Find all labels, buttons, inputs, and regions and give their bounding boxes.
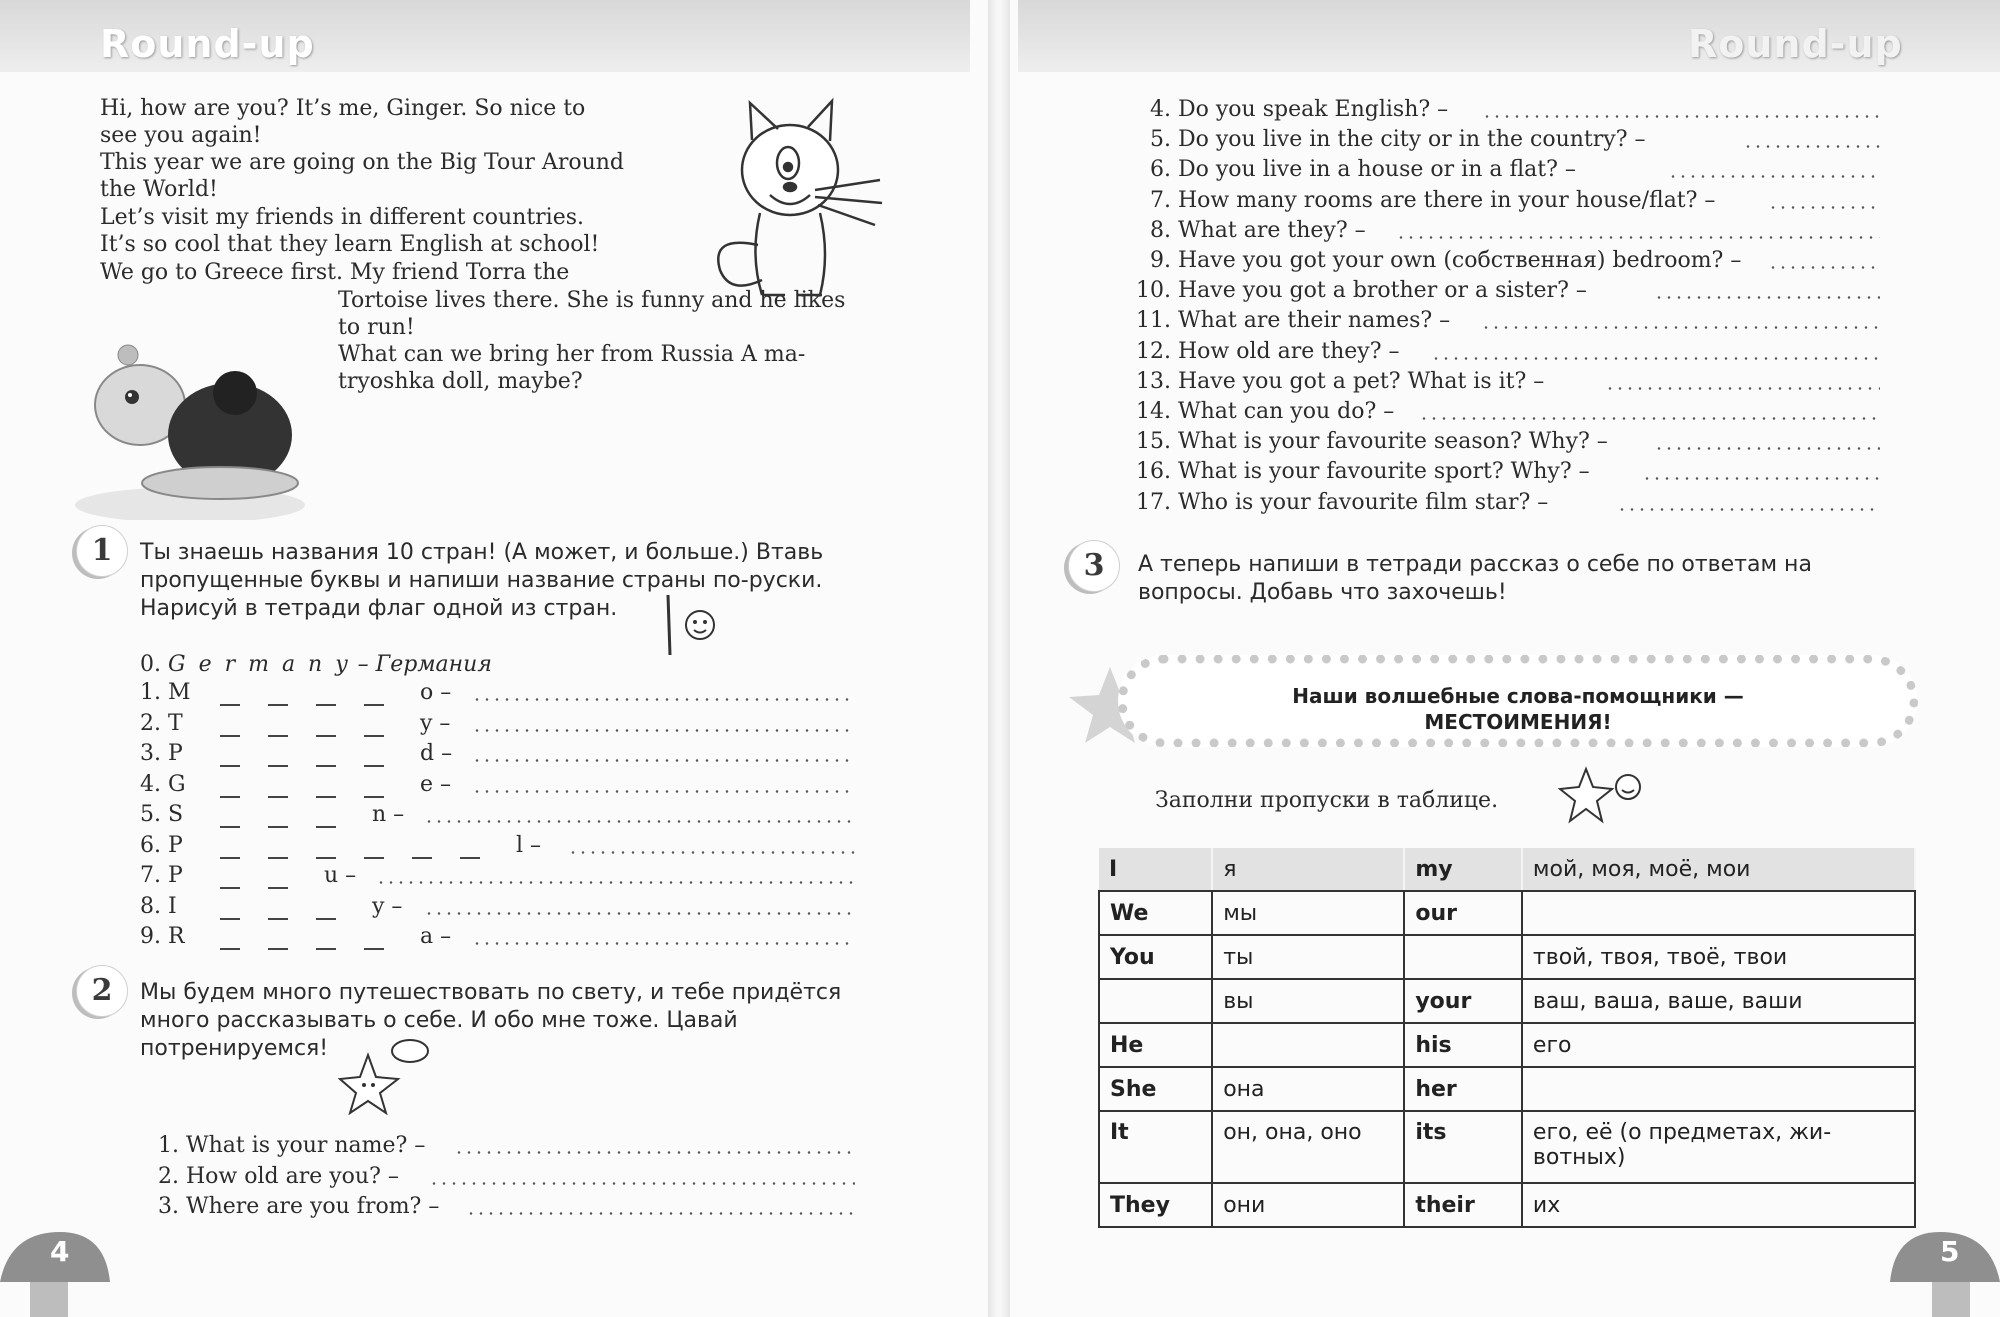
question-line: 17. Who is your favourite film star? – — [1136, 489, 1549, 515]
answer-dots — [568, 851, 855, 854]
letter-blanks — [220, 948, 384, 950]
table-cell: их — [1522, 1183, 1915, 1227]
answer-dots — [1654, 296, 1880, 299]
letter-blanks — [220, 796, 384, 798]
page-number: 5 — [1940, 1235, 1960, 1268]
letter-blanks — [220, 918, 336, 920]
country-row-label: 8. I — [140, 893, 177, 919]
answer-dots — [472, 942, 855, 945]
table-cell: они — [1212, 1183, 1404, 1227]
pronouns-table — [1098, 848, 1916, 1228]
answer-dots — [424, 820, 855, 823]
letter-blanks — [220, 826, 336, 828]
fill-prompt: Заполни пропуски в таблице. — [1155, 788, 1499, 813]
table-cell: They — [1099, 1183, 1212, 1227]
intro-line: Tortoise lives there. She is funny and he likes — [338, 288, 846, 313]
exercise-instruction: пропущенные буквы и напиши название страны по-руски. — [140, 568, 823, 593]
answer-dots — [1768, 206, 1880, 209]
question-line: 10. Have you got a brother or a sister? – — [1136, 278, 1587, 304]
country-row-ending: a – — [420, 924, 452, 949]
country-row-label: 4. G — [140, 771, 186, 797]
country-row-ending: l – — [516, 832, 542, 858]
header-banner — [0, 0, 970, 72]
question-line: 13. Have you got a pet? What is it? – — [1136, 368, 1545, 394]
exercise-instruction: вопросы. Добавь что захочешь! — [1138, 580, 1507, 605]
example-answer: – Германия — [357, 652, 492, 677]
table-cell: your — [1404, 979, 1522, 1023]
table-cell — [1522, 891, 1915, 935]
table-cell: он, она, оно — [1212, 1111, 1404, 1183]
question-line: 2. How old are you? – — [158, 1163, 399, 1189]
intro-line: Let’s visit my friends in different countries. — [100, 205, 585, 230]
answer-dots — [1481, 326, 1880, 329]
country-row-ending: d – — [420, 741, 453, 766]
country-row-ending: o – — [420, 680, 452, 705]
table-cell: ваш, ваша, ваше, ваши — [1522, 979, 1915, 1023]
answer-dots — [1668, 175, 1880, 178]
exercise-number-badge: 3 — [1068, 540, 1120, 592]
intro-line: Hi, how are you? It’s me, Ginger. So nice to — [100, 96, 586, 121]
intro-line: It’s so cool that they learn English at school! — [100, 232, 600, 257]
country-row-ending: e – — [420, 771, 452, 797]
answer-dots — [472, 729, 855, 732]
table-row — [1099, 1111, 1915, 1183]
table-cell: ты — [1212, 935, 1404, 979]
magic-words-line2: МЕСТОИМЕНИЯ! — [1424, 710, 1612, 734]
answer-dots — [1768, 266, 1880, 269]
intro-line: What can we bring her from Russia A ma- — [338, 342, 806, 367]
answer-dots — [472, 698, 855, 701]
answer-dots — [1431, 357, 1880, 360]
answer-dots — [1654, 447, 1880, 450]
exercise-instruction: Мы будем много путешествовать по свету, и тебе придётся — [140, 980, 842, 1005]
table-cell: мой, моя, моё, мои — [1522, 848, 1915, 891]
table-cell — [1212, 1023, 1404, 1067]
question-line: 6. Do you live in a house or in a flat? – — [1150, 157, 1576, 183]
page-number: 4 — [50, 1235, 70, 1268]
header-banner — [1018, 0, 2000, 72]
pencil-smiley-icon — [660, 590, 730, 660]
banner-title: Round-up — [100, 22, 315, 66]
question-line: 12. How old are they? – — [1136, 338, 1400, 364]
question-line: 15. What is your favourite season? Why? – — [1136, 429, 1608, 455]
exercise-number-badge: 2 — [76, 965, 128, 1017]
country-row-label: 7. P — [140, 863, 183, 888]
banner-title: Round-up — [1688, 22, 1903, 66]
country-row-ending: y – — [420, 710, 451, 736]
country-row-label: 5. S — [140, 802, 184, 827]
question-line: 11. What are their names? – — [1136, 308, 1451, 334]
exercise-instruction: А теперь напиши в тетради рассказ о себе по ответам на — [1138, 552, 1812, 577]
table-cell: We — [1099, 891, 1212, 935]
table-cell: его, её (о предметах, жи- вотных) — [1522, 1111, 1915, 1183]
answer-dots — [1743, 145, 1880, 148]
question-line: 5. Do you live in the city or in the country? – — [1150, 127, 1646, 153]
intro-line: the World! — [100, 177, 218, 202]
question-line: 7. How many rooms are there in your house/flat? – — [1150, 187, 1716, 213]
table-cell: He — [1099, 1023, 1212, 1067]
answer-dots — [1642, 477, 1880, 480]
table-row — [1099, 1023, 1915, 1067]
table-row — [1099, 1067, 1915, 1111]
table-cell: It — [1099, 1111, 1212, 1183]
table-cell: его — [1522, 1023, 1915, 1067]
book-gutter — [988, 0, 1010, 1317]
intro-line: tryoshka doll, maybe? — [338, 369, 583, 394]
table-cell — [1099, 979, 1212, 1023]
answer-dots — [472, 790, 855, 793]
example-word: G e r m a n y — [168, 652, 351, 677]
exercise-number-badge: 1 — [76, 525, 128, 577]
example-label: 0. — [140, 652, 161, 677]
answer-dots — [1396, 236, 1880, 239]
question-line: 4. Do you speak English? – — [1150, 97, 1449, 122]
exercise-instruction: Нарисуй в тетради флаг одной из стран. — [140, 596, 618, 621]
table-cell: its — [1404, 1111, 1522, 1183]
intro-line: This year we are going on the Big Tour Around — [100, 150, 625, 175]
table-cell: я — [1212, 848, 1404, 891]
question-line: 8. What are they? – — [1150, 217, 1366, 243]
table-cell: твой, твоя, твоё, твои — [1522, 935, 1915, 979]
table-cell: You — [1099, 935, 1212, 979]
country-row-ending: u – — [324, 863, 357, 888]
answer-dots — [472, 759, 855, 762]
answer-dots — [1605, 387, 1880, 390]
answer-dots — [1617, 508, 1880, 511]
letter-blanks — [220, 857, 480, 859]
left-page — [0, 0, 988, 1317]
letter-blanks — [220, 887, 288, 889]
question-line: 9. Have you got your own (собственная) bedroom? – — [1150, 248, 1742, 273]
table-row — [1099, 979, 1915, 1023]
star-smiley-icon — [1558, 765, 1648, 825]
answer-dots — [376, 881, 855, 884]
country-row-label: 3. P — [140, 741, 183, 766]
magic-words-box — [1118, 655, 1918, 747]
answer-dots — [466, 1212, 855, 1215]
table-cell: his — [1404, 1023, 1522, 1067]
example-row — [140, 652, 492, 677]
country-row-ending: n – — [372, 802, 405, 827]
right-page — [1010, 0, 2000, 1317]
table-cell: their — [1404, 1183, 1522, 1227]
table-cell: my — [1404, 848, 1522, 891]
table-cell: вы — [1212, 979, 1404, 1023]
answer-dots — [424, 912, 855, 915]
table-cell: our — [1404, 891, 1522, 935]
table-row — [1099, 848, 1915, 891]
answer-dots — [1482, 115, 1880, 118]
table-cell — [1404, 935, 1522, 979]
question-line: 16. What is your favourite sport? Why? – — [1136, 459, 1590, 485]
country-row-label: 2. T — [140, 710, 183, 736]
letter-blanks — [220, 735, 384, 737]
table-cell: her — [1404, 1067, 1522, 1111]
answer-dots — [1419, 417, 1880, 420]
question-line: 3. Where are you from? – — [158, 1194, 440, 1219]
exercise-instruction: много рассказывать о себе. И обо мне тоже. Цавай — [140, 1008, 738, 1033]
table-cell: She — [1099, 1067, 1212, 1111]
country-row-ending: y – — [372, 893, 403, 919]
table-cell: мы — [1212, 891, 1404, 935]
intro-line: see you again! — [100, 123, 262, 148]
answer-dots — [454, 1151, 856, 1154]
intro-line: We go to Greece first. My friend Torra the — [100, 260, 570, 285]
magic-words-line1: Наши волшебные слова-помощники — — [1292, 684, 1744, 708]
question-line: 14. What can you do? – — [1136, 399, 1395, 424]
country-row-label: 1. M — [140, 680, 191, 705]
table-row — [1099, 935, 1915, 979]
table-row — [1099, 1183, 1915, 1227]
tortoise-illustration — [70, 325, 310, 520]
answer-dots — [429, 1182, 856, 1185]
table-cell — [1522, 1067, 1915, 1111]
letter-blanks — [220, 704, 384, 706]
ginger-cat-illustration — [690, 95, 900, 305]
country-row-label: 6. P — [140, 832, 183, 858]
star-speech-icon — [338, 1035, 433, 1115]
table-cell: I — [1099, 848, 1212, 891]
intro-line: to run! — [338, 315, 415, 340]
letter-blanks — [220, 765, 384, 767]
exercise-instruction: потренируемся! — [140, 1036, 329, 1061]
table-cell: она — [1212, 1067, 1404, 1111]
question-line: 1. What is your name? – — [158, 1133, 426, 1158]
country-row-label: 9. R — [140, 924, 185, 949]
exercise-instruction: Ты знаешь названия 10 стран! (А может, и больше.) Втавь — [140, 540, 824, 565]
table-row — [1099, 891, 1915, 935]
